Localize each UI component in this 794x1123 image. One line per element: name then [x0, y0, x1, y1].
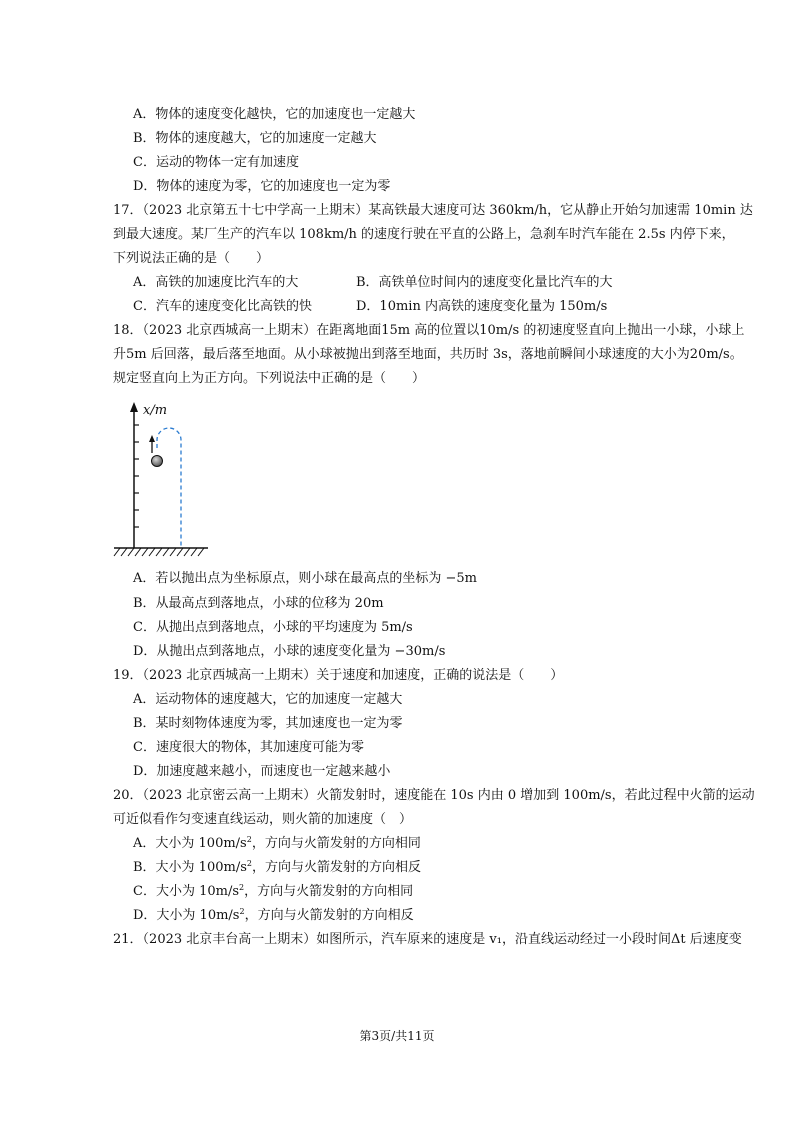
projectile-figure — [112, 400, 212, 562]
q17-stem-line-1: 17．（2023 北京第五十七中学高一上期末）某高铁最大速度可达 360km/h，它从静止开始匀加速需 10min 达 — [113, 203, 753, 218]
ground-hatching — [114, 548, 204, 556]
q17-option-d: D．10min 内高铁的速度变化量为 150m/s — [356, 299, 608, 314]
q16-option-b: B．物体的速度越大，它的加速度一定越大 — [133, 131, 377, 146]
q20-stem-line-2: 可近似看作匀变速直线运动，则火箭的加速度（ ） — [113, 812, 413, 827]
q17-stem-line-3: 下列说法正确的是（ ） — [113, 251, 270, 266]
axis-arrowhead — [130, 402, 138, 412]
axis-label: x/m — [143, 403, 168, 418]
q20-option-a-sup: 2 — [246, 835, 252, 844]
q20-option-c-sup: 2 — [239, 883, 245, 892]
q16-option-c: C．运动的物体一定有加速度 — [133, 155, 299, 170]
q20-option-d-post: ，方向与火箭发射的方向相反 — [244, 908, 414, 923]
q19-option-b: B．某时刻物体速度为零，其加速度也一定为零 — [133, 716, 403, 731]
q17-option-c: C．汽车的速度变化比高铁的快 — [133, 299, 312, 314]
q20-option-d-pre: D．大小为 10m/s — [133, 908, 240, 923]
q18-option-a: A．若以抛出点为坐标原点，则小球在最高点的坐标为 −5m — [133, 571, 478, 586]
q20-option-b-pre: B．大小为 100m/s — [133, 860, 247, 875]
q18-option-d: D．从抛出点到落地点，小球的速度变化量为 −30m/s — [133, 644, 446, 659]
q20-option-d — [133, 907, 414, 925]
q17-option-b: B．高铁单位时间内的速度变化量比汽车的大 — [356, 275, 613, 290]
q20-option-c-pre: C．大小为 10m/s — [133, 884, 239, 899]
velocity-arrowhead — [149, 435, 155, 442]
q17-stem-line-2: 到最大速度。某厂生产的汽车以 108km/h 的速度行驶在平直的公路上，急刹车时汽车能在 2.5s 内停下来， — [113, 227, 735, 242]
q20-option-b — [133, 859, 421, 877]
q18-stem-line-3: 规定竖直向上为正方向。下列说法中正确的是（ ） — [113, 371, 426, 386]
q19-stem: 19．（2023 北京西城高一上期末）关于速度和加速度，正确的说法是（ ） — [113, 668, 564, 683]
q19-option-c: C．速度很大的物体，其加速度可能为零 — [133, 740, 364, 755]
q20-stem-line-1: 20．（2023 北京密云高一上期末）火箭发射时，速度能在 10s 内由 0 增加到 100m/s，若此过程中火箭的运动 — [113, 788, 755, 803]
page-footer: 第3页/共11页 — [359, 1029, 435, 1043]
q20-option-a-pre: A．大小为 100m/s — [133, 836, 247, 851]
q20-option-b-sup: 2 — [246, 859, 252, 868]
ball — [152, 456, 163, 467]
q19-option-a: A．运动物体的速度越大，它的加速度一定越大 — [133, 692, 403, 707]
q18-option-b: B．从最高点到落地点，小球的位移为 20m — [133, 596, 384, 611]
q17-option-a: A．高铁的加速度比汽车的大 — [133, 275, 299, 290]
q20-option-d-sup: 2 — [239, 907, 245, 916]
trajectory-path — [157, 428, 181, 546]
q19-option-d: D．加速度越来越小，而速度也一定越来越小 — [133, 764, 391, 779]
q18-option-c: C．从抛出点到落地点，小球的平均速度为 5m/s — [133, 620, 413, 635]
q20-option-b-post: ，方向与火箭发射的方向相反 — [251, 860, 421, 875]
q20-option-c-post: ，方向与火箭发射的方向相同 — [244, 884, 414, 899]
q18-stem-line-1: 18．（2023 北京西城高一上期末）在距离地面15m 高的位置以10m/s 的初速度竖直向上抛出一小球，小球上 — [113, 323, 745, 338]
q20-option-a — [133, 835, 421, 853]
q16-option-a: A．物体的速度变化越快，它的加速度也一定越大 — [133, 107, 416, 122]
q18-stem-line-2: 升5m 后回落，最后落至地面。从小球被抛出到落至地面，共历时 3s，落地前瞬间小球速度的大小为20m/s。 — [113, 347, 743, 362]
q20-option-a-post: ，方向与火箭发射的方向相同 — [251, 836, 421, 851]
q16-option-d: D．物体的速度为零，它的加速度也一定为零 — [133, 179, 391, 194]
q21-stem-line-1: 21．（2023 北京丰台高一上期末）如图所示，汽车原来的速度是 v₁，沿直线运动经过一小段时间Δt 后速度变 — [113, 932, 742, 947]
q20-option-c — [133, 883, 413, 901]
